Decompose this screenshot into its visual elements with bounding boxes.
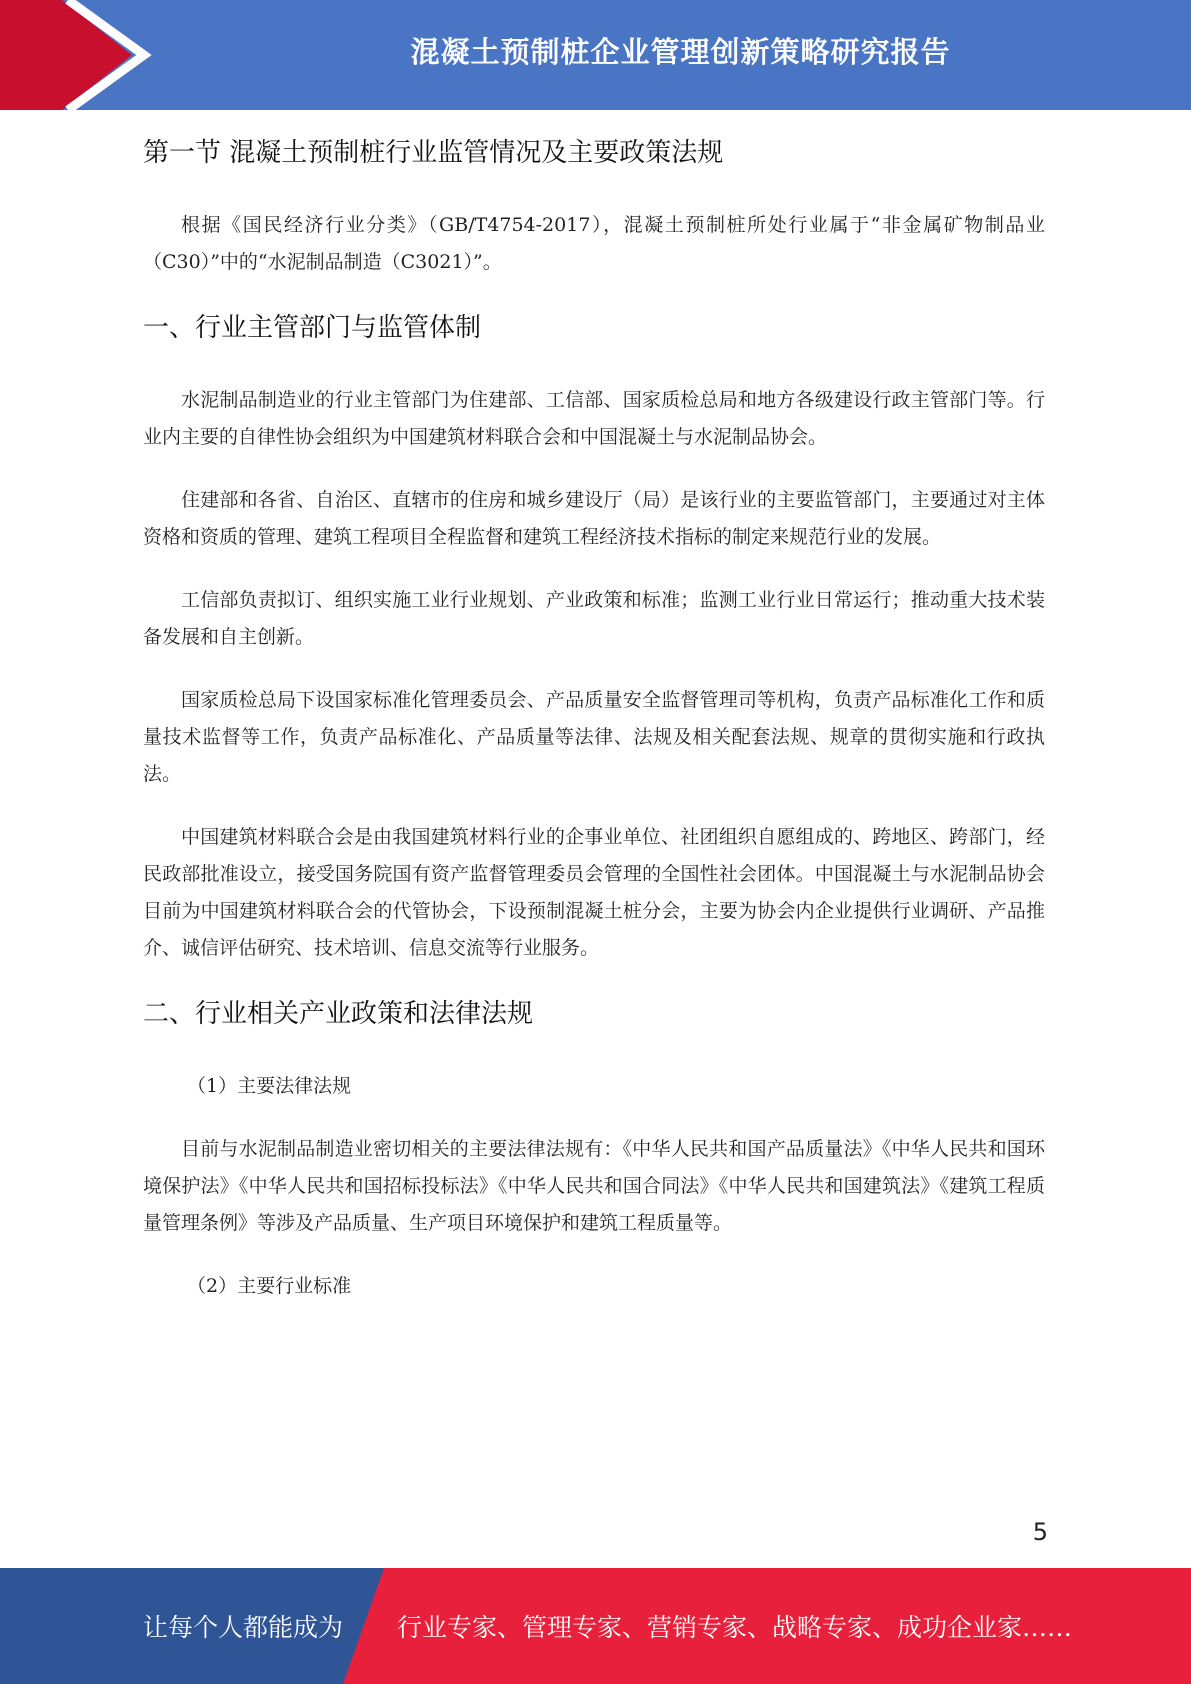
page-number: 5 [1032, 1518, 1048, 1546]
paragraph: 国家质检总局下设国家标准化管理委员会、产品质量安全监督管理司等机构，负责产品标准化工作和质量技术监督等工作，负责产品标准化、产品质量等法律、法规及相关配套法规、规章的贯彻实施和行政执法。 [143, 689, 1045, 785]
paragraph: 目前与水泥制品制造业密切相关的主要法律法规有：《中华人民共和国产品质量法》《中华人民共和国环境保护法》《中华人民共和国招标投标法》《中华人民共和国合同法》《中华人民共和国建筑法》《建筑工程质量管理条例》等涉及产品质量、生产项目环境保护和建筑工程质量等。 [143, 1138, 1045, 1234]
footer-slogan-right: 行业专家、管理专家、营销专家、战略专家、成功企业家…… [397, 1613, 1073, 1642]
footer-slogan-left: 让每个人都能成为 [143, 1613, 344, 1642]
paragraph: 住建部和各省、自治区、直辖市的住房和城乡建设厅（局）是该行业的主要监管部门，主要通过对主体资格和资质的管理、建筑工程项目全程监督和建筑工程经济技术指标的制定来规范行业的发展。 [143, 489, 1045, 548]
document-body [143, 128, 1045, 1331]
intro-paragraph: 根据《国民经济行业分类》（GB/T4754-2017），混凝土预制桩所处行业属于“非金属矿物制品业（C30）”中的“水泥制品制造（C3021）”。 [143, 214, 1045, 273]
report-header [0, 0, 1191, 110]
paragraph: 工信部负责拟订、组织实施工业行业规划、产业政策和标准；监测工业行业日常运行；推动重大技术装备发展和自主创新。 [143, 589, 1045, 648]
chevron-arrow-icon [0, 0, 160, 110]
report-title: 混凝土预制桩企业管理创新策略研究报告 [410, 34, 951, 69]
subheading-standards: （2）主要行业标准 [187, 1275, 352, 1297]
paragraph: 中国建筑材料联合会是由我国建筑材料行业的企事业单位、社团组织自愿组成的、跨地区、跨部门，经民政部批准设立，接受国务院国有资产监督管理委员会管理的全国性社会团体。中国混凝土与水泥制品协会目前为中国建筑材料联合会的代管协会，下设预制混凝土桩分会，主要为协会内企业提供行业调研、产品推介、诚信评估研究、技术培训、信息交流等行业服务。 [143, 826, 1045, 959]
subheading-laws: （1）主要法律法规 [187, 1075, 352, 1097]
part1-heading: 一、行业主管部门与监管体制 [143, 313, 482, 343]
part2-heading: 二、行业相关产业政策和法律法规 [143, 999, 534, 1029]
paragraph: 水泥制品制造业的行业主管部门为住建部、工信部、国家质检总局和地方各级建设行政主管部门等。行业内主要的自律性协会组织为中国建筑材料联合会和中国混凝土与水泥制品协会。 [143, 389, 1045, 448]
section-title: 第一节 混凝土预制桩行业监管情况及主要政策法规 [143, 138, 724, 168]
footer-banner [0, 1568, 1191, 1684]
